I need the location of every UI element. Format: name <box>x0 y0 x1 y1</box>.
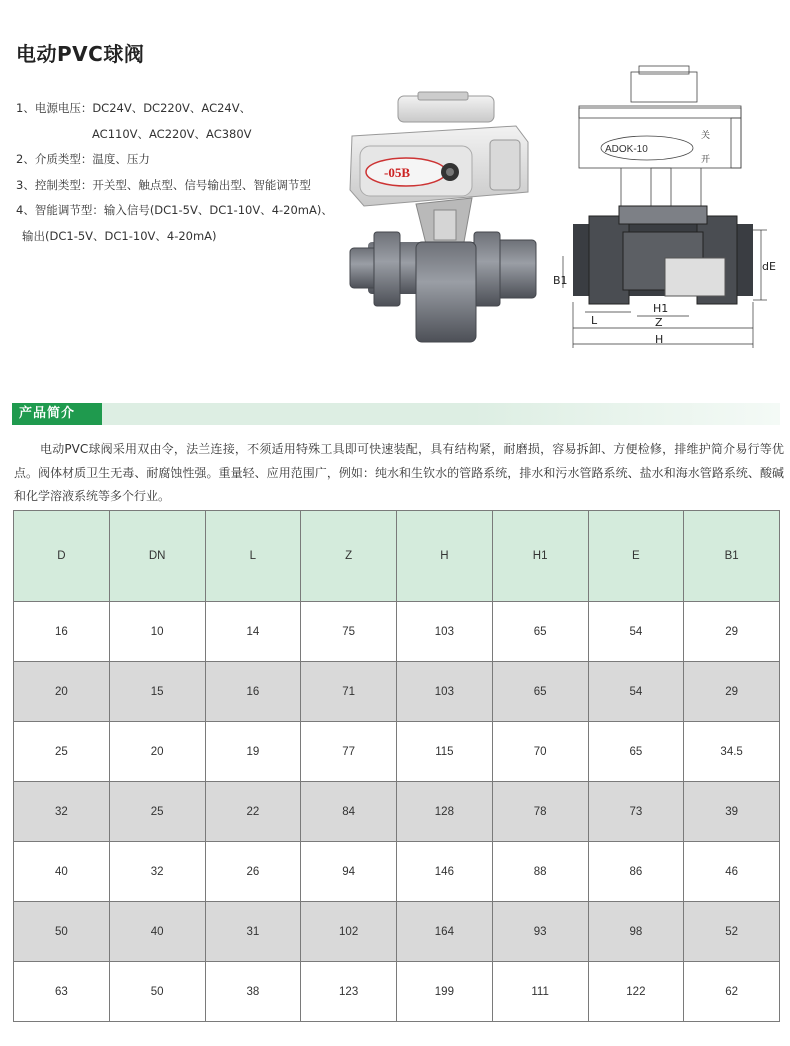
table-cell: 164 <box>397 902 493 962</box>
table-header-cell: DN <box>109 511 205 602</box>
table-cell: 94 <box>301 842 397 902</box>
spec-item: AC110V、AC220V、AC380V <box>92 126 252 141</box>
spec-item: 2、介质类型：温度、压力 <box>16 152 150 166</box>
table-cell: 199 <box>397 962 493 1022</box>
table-header-cell: L <box>205 511 301 602</box>
table-cell: 16 <box>14 602 110 662</box>
table-cell: 115 <box>397 722 493 782</box>
table-cell: 103 <box>397 602 493 662</box>
table-cell: 19 <box>205 722 301 782</box>
table-cell: 14 <box>205 602 301 662</box>
table-cell: 62 <box>684 962 780 1022</box>
table-header-cell: B1 <box>684 511 780 602</box>
table-cell: 20 <box>109 722 205 782</box>
table-cell: 25 <box>14 722 110 782</box>
table-cell: 15 <box>109 662 205 722</box>
table-cell: 50 <box>14 902 110 962</box>
table-cell: 40 <box>14 842 110 902</box>
dim-z-label: Z <box>655 316 663 329</box>
table-header-cell: H1 <box>492 511 588 602</box>
table-cell: 32 <box>109 842 205 902</box>
drawing-close-label: 关 <box>701 131 711 141</box>
table-cell: 29 <box>684 662 780 722</box>
table-cell: 63 <box>14 962 110 1022</box>
drawing-model-label: ADOK-10 <box>605 144 648 155</box>
table-cell: 128 <box>397 782 493 842</box>
table-cell: 26 <box>205 842 301 902</box>
table-header-row <box>14 511 780 602</box>
table-cell: 10 <box>109 602 205 662</box>
table-cell: 25 <box>109 782 205 842</box>
drawing-open-label: 开 <box>701 155 711 165</box>
table-cell: 88 <box>492 842 588 902</box>
spec-item: 1、电源电压：DC24V、DC220V、AC24V、 <box>16 101 252 115</box>
table-cell: 98 <box>588 902 684 962</box>
table-cell: 65 <box>588 722 684 782</box>
table-cell: 52 <box>684 902 780 962</box>
table-cell: 50 <box>109 962 205 1022</box>
table-cell: 122 <box>588 962 684 1022</box>
table-header-cell: Z <box>301 511 397 602</box>
table-cell: 16 <box>205 662 301 722</box>
table-cell: 40 <box>109 902 205 962</box>
table-cell: 86 <box>588 842 684 902</box>
table-cell: 111 <box>492 962 588 1022</box>
actuator-model-label: -05B <box>384 165 410 180</box>
table-cell: 71 <box>301 662 397 722</box>
table-row <box>14 962 780 1022</box>
table-cell: 39 <box>684 782 780 842</box>
table-header-cell: H <box>397 511 493 602</box>
dim-b1-label: B1 <box>553 274 568 287</box>
table-cell: 65 <box>492 602 588 662</box>
table-cell: 54 <box>588 662 684 722</box>
table-cell: 34.5 <box>684 722 780 782</box>
table-cell: 70 <box>492 722 588 782</box>
table-cell: 38 <box>205 962 301 1022</box>
spec-item: 3、控制类型：开关型、触点型、信号输出型、智能调节型 <box>16 177 311 192</box>
dim-h-label: H <box>655 333 664 346</box>
table-cell: 84 <box>301 782 397 842</box>
table-cell: 77 <box>301 722 397 782</box>
table-row <box>14 842 780 902</box>
table-cell: 65 <box>492 662 588 722</box>
table-header-cell: D <box>14 511 110 602</box>
dimension-table <box>13 510 780 1022</box>
table-row <box>14 602 780 662</box>
section-bar <box>12 403 780 425</box>
spec-item: 4、智能调节型：输入信号(DC1-5V、DC1-10V、4-20mA)、 <box>16 203 333 217</box>
table-cell: 46 <box>684 842 780 902</box>
table-cell: 54 <box>588 602 684 662</box>
table-header-cell: E <box>588 511 684 602</box>
product-photo <box>346 92 542 348</box>
table-cell: 29 <box>684 602 780 662</box>
spec-item: 输出(DC1-5V、DC1-10V、4-20mA) <box>22 228 217 243</box>
table-cell: 32 <box>14 782 110 842</box>
table-row <box>14 722 780 782</box>
intro-paragraph: 电动PVC球阀采用双由令，法兰连接，不须适用特殊工具即可快速装配，具有结构紧，耐磨损，容易拆卸、方便检修，排维护简介易行等优点。阀体材质卫生无毒、耐腐蚀性强。重量轻、应用范围广，例如：纯水和生钦水的管路系统，排水和污水管路系统、盐水和海水管路系统、酸碱和化学溶液系统等多个行业。 <box>14 442 784 503</box>
dim-l-label: L <box>591 314 598 327</box>
spec-list <box>16 96 356 249</box>
table-cell: 123 <box>301 962 397 1022</box>
dim-h1-label: H1 <box>653 302 669 315</box>
section-heading: 产品简介 <box>12 403 102 425</box>
page-title: 电动PVC球阀 <box>16 42 145 66</box>
table-row <box>14 902 780 962</box>
table-cell: 75 <box>301 602 397 662</box>
table-cell: 73 <box>588 782 684 842</box>
dimension-drawing <box>555 66 787 366</box>
table-cell: 93 <box>492 902 588 962</box>
table-cell: 146 <box>397 842 493 902</box>
table-cell: 102 <box>301 902 397 962</box>
dim-de-label: dE <box>762 260 776 273</box>
table-cell: 22 <box>205 782 301 842</box>
table-row <box>14 662 780 722</box>
table-row <box>14 782 780 842</box>
table-cell: 20 <box>14 662 110 722</box>
table-cell: 31 <box>205 902 301 962</box>
table-cell: 103 <box>397 662 493 722</box>
table-cell: 78 <box>492 782 588 842</box>
